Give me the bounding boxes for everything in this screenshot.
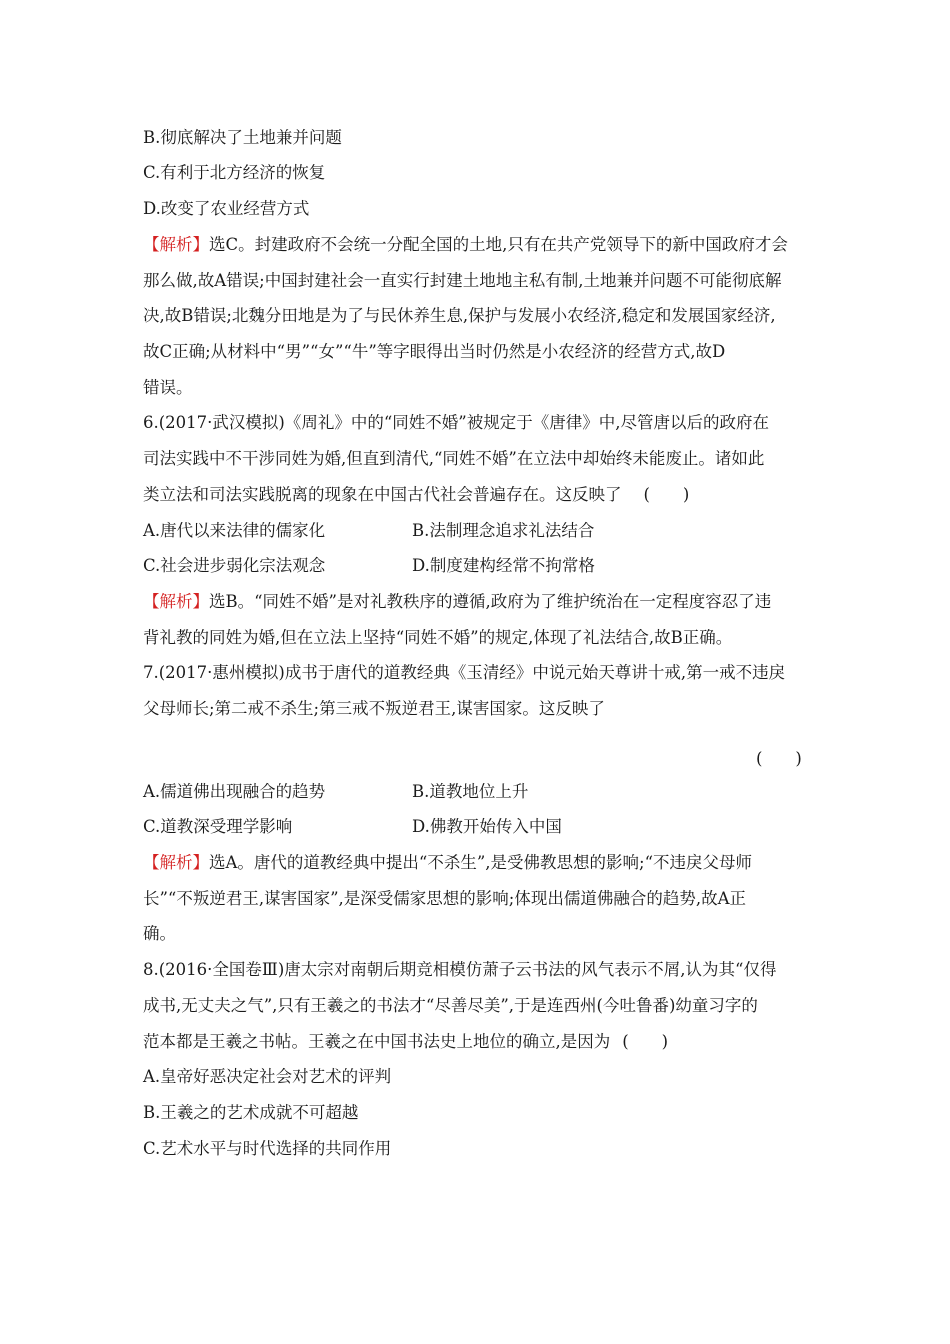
option-c: C.有利于北方经济的恢复: [143, 163, 326, 182]
analysis-line: 背礼教的同姓为婚,但在立法上坚持“同姓不婚”的规定,体现了礼法结合,故B正确。: [143, 628, 733, 647]
option-b: B.彻底解决了土地兼并问题: [143, 128, 342, 147]
option-d: D.制度建构经常不拘常格: [412, 556, 595, 575]
option-d: D.改变了农业经营方式: [143, 199, 310, 218]
option-b: B.王羲之的艺术成就不可超越: [143, 1103, 359, 1122]
answer-paren: ( ): [756, 749, 802, 768]
analysis-line: 长”“不叛逆君王,谋害国家”,是深受儒家思想的影响;体现出儒道佛融合的趋势,故A正: [143, 889, 747, 908]
option-b: B.法制理念追求礼法结合: [412, 521, 595, 540]
analysis-line: 决,故B错误;北魏分田地是为了与民休养生息,保护与发展小农经济,稳定和发展国家经济,: [143, 306, 776, 325]
option-c: C.艺术水平与时代选择的共同作用: [143, 1139, 392, 1158]
option-a: A.儒道佛出现融合的趋势: [143, 782, 326, 801]
analysis-line: 错误。: [143, 378, 193, 397]
option-a: A.皇帝好恶决定社会对艺术的评判: [143, 1067, 392, 1086]
question-7-stem: 7.(2017·惠州模拟)成书于唐代的道教经典《玉清经》中说元始天尊讲十戒,第一戒不违戾: [143, 663, 786, 682]
answer-paren: ( ): [622, 1032, 669, 1051]
analysis-line: 故C正确;从材料中“男”“女”“牛”等字眼得出当时仍然是小农经济的经营方式,故D: [143, 342, 726, 361]
option-d: D.佛教开始传入中国: [412, 817, 562, 836]
analysis-line: 【解析】选C。封建政府不会统一分配全国的土地,只有在共产党领导下的新中国政府才会: [143, 235, 788, 254]
question-6-stem: 类立法和司法实践脱离的现象在中国古代社会普遍存在。这反映了 ( ): [143, 485, 690, 504]
analysis-tag: 【解析】: [143, 853, 209, 872]
option-c: C.社会进步弱化宗法观念: [143, 556, 326, 575]
question-8-stem: 8.(2016·全国卷Ⅲ)唐太宗对南朝后期竞相模仿萧子云书法的风气表示不屑,认为其“仅得: [143, 960, 777, 979]
question-8-stem: 成书,无丈夫之气”,只有王羲之的书法才“尽善尽美”,于是连西州(今吐鲁番)幼童习字的: [143, 996, 758, 1015]
analysis-line: 那么做,故A错误;中国封建社会一直实行封建土地地主私有制,土地兼并问题不可能彻底解: [143, 271, 782, 290]
analysis-tag: 【解析】: [143, 592, 209, 611]
analysis-line: 【解析】选B。“同姓不婚”是对礼教秩序的遵循,政府为了维护统治在一定程度容忍了违: [143, 592, 772, 611]
analysis-line: 【解析】选A。唐代的道教经典中提出“不杀生”,是受佛教思想的影响;“不违戾父母师: [143, 853, 753, 872]
question-8-stem: 范本都是王羲之书帖。王羲之在中国书法史上地位的确立,是因为 ( ): [143, 1032, 669, 1051]
analysis-tag: 【解析】: [143, 235, 209, 254]
question-6-stem: 6.(2017·武汉模拟)《周礼》中的“同姓不婚”被规定于《唐律》中,尽管唐以后的政府在: [143, 413, 769, 432]
analysis-line: 确。: [143, 924, 176, 943]
option-c: C.道教深受理学影响: [143, 817, 293, 836]
option-b: B.道教地位上升: [412, 782, 529, 801]
question-6-stem: 司法实践中不干涉同姓为婚,但直到清代,“同姓不婚”在立法中却始终未能废止。诸如此: [143, 449, 765, 468]
option-a: A.唐代以来法律的儒家化: [143, 521, 326, 540]
answer-paren: ( ): [643, 485, 690, 504]
question-7-stem: 父母师长;第二戒不杀生;第三戒不叛逆君王,谋害国家。这反映了: [143, 699, 605, 718]
